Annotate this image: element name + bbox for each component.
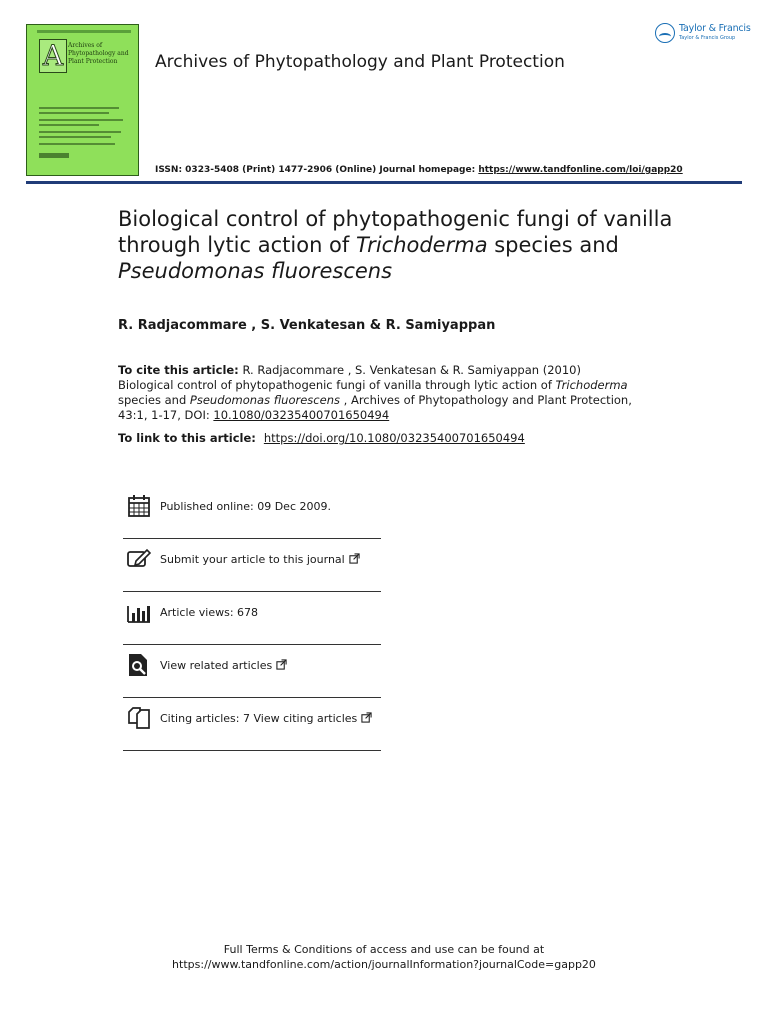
cover-letter-a: A <box>39 39 67 73</box>
citing-articles-item[interactable] <box>123 698 381 751</box>
article-meta-list <box>123 486 381 751</box>
document-search-icon <box>127 653 151 677</box>
article-title-text: species and <box>487 233 619 257</box>
cover-title-line-3: Plant Protection <box>68 58 118 65</box>
citing-articles-text: Citing articles: 7 View citing articles <box>160 712 358 725</box>
header-rule <box>26 181 742 184</box>
footer-line-1: Full Terms & Conditions of access and use can be found at <box>223 943 545 956</box>
external-link-icon <box>349 553 360 564</box>
cover-line <box>39 107 119 109</box>
issn-text: ISSN: 0323-5408 (Print) 1477-2906 (Online) Journal homepage: <box>155 165 479 175</box>
published-online-item <box>123 486 381 539</box>
citation-label: To cite this article: <box>118 363 239 377</box>
external-link-icon <box>276 659 287 670</box>
calendar-icon <box>127 494 151 518</box>
publisher-logo <box>655 22 751 48</box>
footer-terms <box>0 942 768 972</box>
article-title-italic: Pseudomonas fluorescens <box>118 259 393 283</box>
cover-top-band <box>37 30 131 33</box>
published-online-text: Published online: 09 Dec 2009. <box>160 500 331 513</box>
cover-line <box>39 131 121 133</box>
article-title-text: Biological control of phytopathogenic fungi of vanilla through lytic action of <box>118 207 673 257</box>
publisher-subname: Taylor & Francis Group <box>679 35 736 41</box>
article-link-label: To link to this article: <box>118 431 260 445</box>
article-title-italic: Trichoderma <box>355 233 488 257</box>
bar-chart-icon <box>127 600 151 624</box>
external-link-icon <box>361 712 372 723</box>
citation-italic: Pseudomonas fluorescens <box>189 393 340 407</box>
article-doi-link[interactable]: https://doi.org/10.1080/03235400701650494 <box>263 431 525 445</box>
edit-icon <box>127 547 151 571</box>
article-views-item <box>123 592 381 645</box>
footer-terms-link[interactable]: https://www.tandfonline.com/action/journalInformation?journalCode=gapp20 <box>172 958 596 971</box>
submit-article-text: Submit your article to this journal <box>160 553 345 566</box>
submit-article-link[interactable] <box>160 553 360 566</box>
related-articles-text: View related articles <box>160 659 273 672</box>
related-articles-link[interactable] <box>160 659 287 672</box>
publisher-name: Taylor & Francis <box>679 23 751 34</box>
cover-line <box>39 119 123 121</box>
publisher-logo-icon <box>655 23 675 43</box>
article-title <box>118 206 678 284</box>
citation-block <box>118 363 638 423</box>
cover-line <box>39 136 111 138</box>
cover-publisher-logo <box>39 153 69 158</box>
related-articles-item[interactable] <box>123 645 381 698</box>
citing-articles-link[interactable] <box>160 712 372 725</box>
citation-text: R. Radjacommare , S. Venkatesan & R. Samiyappan (2010) Biological control of phytopathogenic fungi of vanilla through lytic action of <box>118 363 581 392</box>
citation-italic: Trichoderma <box>555 378 628 392</box>
citation-doi-link[interactable]: 10.1080/03235400701650494 <box>213 408 390 422</box>
article-authors: R. Radjacommare , S. Venkatesan & R. Samiyappan <box>118 318 496 333</box>
cover-title-line-1: Archives of <box>68 42 103 49</box>
journal-title: Archives of Phytopathology and Plant Protection <box>155 52 565 72</box>
journal-cover-image <box>26 24 139 176</box>
cover-title-line-2: Phytopathology and <box>68 50 129 57</box>
cover-line <box>39 124 99 126</box>
submit-article-item[interactable] <box>123 539 381 592</box>
journal-homepage-link[interactable]: https://www.tandfonline.com/loi/gapp20 <box>478 165 683 175</box>
cover-line <box>39 112 109 114</box>
cover-line <box>39 143 115 145</box>
issn-line <box>155 165 683 175</box>
citation-text: , Archives of Phytopathology and Plant Protection, 43:1, 1-17, DOI: <box>118 393 632 422</box>
citation-text: species and <box>118 393 190 407</box>
article-link-line <box>118 431 525 445</box>
article-views-text: Article views: 678 <box>160 606 259 619</box>
copy-documents-icon <box>127 706 151 730</box>
